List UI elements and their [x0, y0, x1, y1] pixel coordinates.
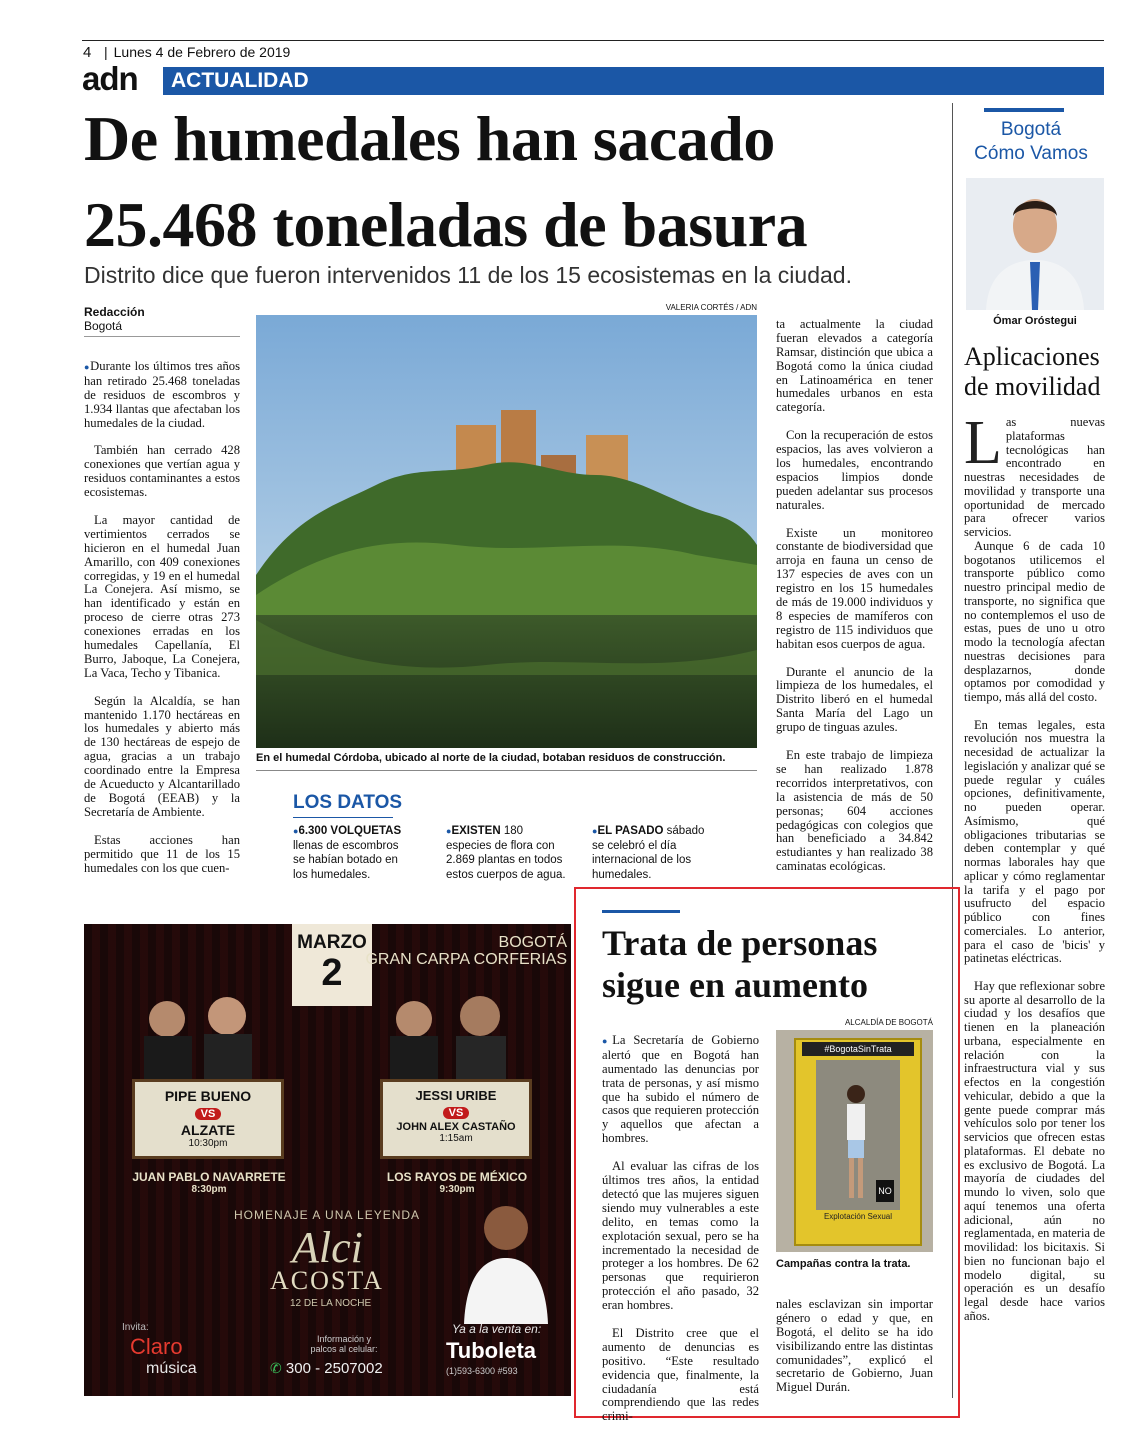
paragraph: ● Durante los últimos tres años han retirado 25.468 toneladas de residuos de escombros y 1.934 llantas que afectaban los humedales de la ciudad.: [84, 360, 240, 431]
headline-line-2: 25.468 toneladas de basura: [84, 189, 808, 260]
dato-2: [446, 824, 571, 882]
paragraph: Aunque 6 de cada 10 bogotanos utilicemos el transporte público como nuestro principal medio de transporte, no significa que no contemplemos el uso de estas, pues de uno u otro modo la tecnología afectan nuestras decisiones para desplazarnos, donde optamos por comodidad y tiempo, más allá del costo.: [964, 538, 1105, 704]
claro-musica: música: [146, 1360, 197, 1377]
paragraph: Con la recuperación de estos espacios, las aves volvieron a los humedales, encontrando espacios limpios donde pueden adelantar sus procesos naturales.: [776, 428, 933, 512]
ad-alci: Alci: [292, 1223, 363, 1272]
tuboleta-logo: Tuboleta: [446, 1338, 537, 1363]
paragraph: El Distrito cree que el aumento de denuncias es positivo. “Este resultado evidencia que, finalmente, la ciudadanía está comprendiendo que las redes crimi-: [602, 1325, 759, 1424]
trata-title-line-2: sigue en aumento: [602, 965, 869, 1005]
issue-date: | Lunes 4 de Febrero de 2019: [104, 44, 291, 60]
ad-artist-2: ALZATE: [180, 1122, 236, 1138]
tuboleta-phone: (1)593-6300: [446, 1366, 496, 1376]
ad-acosta: ACOSTA: [270, 1266, 384, 1295]
photo-caption: En el humedal Córdoba, ubicado al norte de la ciudad, botaban residuos de construcción.: [256, 752, 726, 764]
trata-column-1: [602, 1020, 759, 1438]
ad-artist-6: LOS RAYOS DE MÉXICO: [386, 1170, 528, 1184]
dato-2-bold: EXISTEN: [451, 825, 501, 837]
marquee-1: [132, 1079, 284, 1159]
ad-venue: GRAN CARPA CORFERIAS: [365, 951, 567, 968]
singer-photo: [454, 1196, 552, 1324]
ad-invita: Invita:: [122, 1322, 149, 1333]
brand-line-2: Cómo Vamos: [974, 143, 1088, 164]
person-figure: [836, 1080, 876, 1200]
paragraph: Existe un monitoreo constante de biodiversidad que arroja en fauna un censo de 137 especies de aves con un registro en los 15 humedales de más de 19.000 individuos y 8 especies de mamíferos con registro de 115 individuos que habitan esos cuerpos de agua.: [776, 525, 933, 651]
dato-3-bold: EL PASADO: [597, 825, 664, 837]
paragraph: En este trabajo de limpieza se han realizado 1.878 recorridos interpretativos, con la asistencia de más de 50 personas; 604 acciones pedagógicas con colegios que han beneficiado a 34.842 estudiantes y han realizado 38 caminatas ecológicas.: [776, 748, 933, 874]
date-text: Lunes 4 de Febrero de 2019: [113, 44, 291, 60]
section-bar: [163, 67, 1104, 95]
paragraph: nales esclavizan sin importar género o edad y que, en Bogotá, el delito se ha ido visibilizando entre las distintas comunidades”, explicó el secretario de Gobierno, Juan Miguel Durán.: [776, 1296, 933, 1395]
trata-column-2: [776, 1284, 933, 1409]
trata-headline: [602, 922, 942, 1006]
ad-day: 2: [321, 952, 343, 994]
ad-month: MARZO: [297, 932, 367, 953]
article-column-3: [776, 304, 933, 888]
trata-photo: [776, 1030, 933, 1252]
ad-city: BOGOTÁ: [498, 934, 567, 951]
artists-photo-1: [132, 974, 262, 1084]
subtitle: Distrito dice que fueron intervenidos 11 de los 15 ecosistemas en la ciudad.: [84, 262, 852, 288]
ad-info: Información y palcos al celular:: [310, 1334, 378, 1354]
concert-ad: [84, 924, 571, 1396]
tuboleta-code: #593: [497, 1366, 518, 1376]
no-sign: NO: [876, 1180, 894, 1202]
whatsapp-icon: ✆: [270, 1360, 282, 1376]
ad-ticket-phone: [446, 1366, 518, 1376]
claro-logo: Claro: [130, 1334, 183, 1359]
drop-cap: L: [964, 409, 1002, 477]
paragraph: Estas acciones han permitido que 11 de los 15 humedales con los que cuen-: [84, 832, 240, 875]
paragraph: ● La Secretaría de Gobierno alertó que en Bogotá han aumentado las denuncias por trata de personas, y así mismo que ha subido el número de casos que requieren protección y aquellos que afectan a hombres.: [602, 1034, 759, 1146]
date-badge: [292, 924, 372, 1006]
vs-badge: VS: [195, 1108, 222, 1120]
ad-opener-2: [372, 1170, 542, 1195]
trata-photo-credit: ALCALDÍA DE BOGOTÁ: [844, 1018, 933, 1027]
article-column-1: [84, 346, 240, 889]
datos-rule: [293, 817, 393, 818]
dato-1-bold: 6.300 VOLQUETAS: [298, 825, 402, 837]
ad-artist-4: JOHN ALEX CASTAÑO: [396, 1121, 516, 1133]
ad-time-1: 10:30pm: [188, 1138, 228, 1149]
dato-1: [293, 824, 413, 882]
campaign-sign: #BogotaSinTrata: [802, 1042, 914, 1056]
headline-line-1: De humedales han sacado: [84, 103, 775, 174]
byline: [84, 305, 240, 333]
campaign-label: Explotación Sexual: [823, 1212, 893, 1221]
title-line-1: Aplicaciones: [964, 342, 1100, 371]
column-brand-rule: [984, 108, 1064, 112]
ad-homenaje: HOMENAJE A UNA LEYENDA: [234, 1208, 421, 1222]
dato-3-text: sábado se celebró el día internacional de los humedales.: [592, 825, 705, 881]
paragraph: Durante el anuncio de la limpieza de los humedales, el Distrito liberó en el humedal Santa María del Lago un grupo de tinguas azules.: [776, 664, 933, 735]
author-portrait: [966, 178, 1104, 310]
trata-title-line-1: Trata de personas: [602, 923, 878, 963]
column-brand: [958, 118, 1104, 166]
column-body: [964, 409, 1105, 1337]
section-label: ACTUALIDAD: [171, 69, 309, 92]
author-photo: [966, 178, 1104, 310]
column-author: Ómar Oróstegui: [993, 315, 1077, 327]
byline-author: Redacción: [84, 305, 145, 319]
ad-venta: Ya a la venta en:: [452, 1322, 542, 1336]
caption-rule: [256, 770, 757, 771]
paragraph: En temas legales, esta revolución nos muestra la necesidad de actualizar la legislación y analizar qué se puede regular y cuáles opciones, definitivamente, no pueden operar. Asímismo, qué obligaciones tributarias se deben contemplar y qué normas laborales hay que aplicar y cómo reglamentar la tarifa y el pago por usufructo del espacio público con fines comerciales. Lo anterior, para el caso de 'bicis' y patinetas eléctricas.: [964, 717, 1105, 966]
brand-line-1: Bogotá: [1000, 119, 1062, 140]
datos-title: LOS DATOS: [293, 792, 403, 813]
ad-artist-5: JUAN PABLO NAVARRETE: [132, 1170, 286, 1184]
dato-1-text: llenas de escombros se habían botado en los humedales.: [293, 839, 399, 881]
title-line-2: de movilidad: [964, 372, 1101, 401]
marquee-2: [380, 1079, 532, 1159]
artists-photo-2: [372, 974, 522, 1084]
headline: [84, 96, 807, 268]
dato-3: [592, 824, 718, 882]
paragraph: ta actualmente la ciudad fueran elevados a categoría Ramsar, distinción que ubica a Bogotá como la única ciudad en Latinoamérica en tener humedales urbanos en esta categoría.: [776, 316, 933, 415]
paragraph: También han cerrado 428 conexiones que vertían agua y residuos contaminantes a estos ecosistemas.: [84, 443, 240, 500]
ad-time-3: 8:30pm: [191, 1184, 227, 1195]
ad-time-2: 1:15am: [439, 1133, 473, 1144]
ad-artist-3: JESSI URIBE: [415, 1088, 497, 1103]
paragraph: as nuevas plataformas tecnológicas han encontrado en nuestras necesidades de movilidad y transporte una oportunidad de mercado para ofrecer varios servicios.: [964, 415, 1105, 539]
wetland-illustration: [256, 315, 757, 748]
paragraph: Hay que reflexionar sobre su aporte al desarrollo de la ciudad y los desafíos que tienen en la planeación urbana, especialmente en relación con la infraestructura vial y sus efectos en la congestión vehicular, debido a que la gente puede comprar más vehículos solo por tener los servicios que ofrecen estas plataformas. El debate no es exclusivo de Bogotá. La mayoría de ciudades del mundo lo viven, solo que aquí tenemos una oferta adicional, aún no reglamentada, en materia de movilidad: los bicitaxis. Si bien no funcionan bajo el modelo digital, su operación es un desafío legal desde hace varios años.: [964, 978, 1105, 1323]
ad-opener-1: [124, 1170, 294, 1195]
trata-caption: Campañas contra la trata.: [776, 1258, 911, 1270]
adn-logo: adn: [82, 60, 138, 97]
photo-credit: VALERIA CORTÉS / ADN: [665, 303, 757, 312]
ad-phone-number: 300 - 2507002: [285, 1360, 383, 1377]
paragraph: Según la Alcaldía, se han mantenido 1.170 hectáreas en los humedales y abierto más de 130 hectáreas de espejo de agua, gracias a un trabajo coordinado entre la Empresa de Acueducto y Alcantarillado de Bogotá (EEAB) y la Secretaría de Ambiente.: [84, 693, 240, 819]
dato-2-text: 180 especies de flora con 2.869 plantas en todos estos cuerpos de agua.: [446, 825, 566, 881]
byline-rule: [84, 336, 240, 337]
byline-city: Bogotá: [84, 319, 123, 333]
trata-rule: [602, 910, 680, 913]
page-number: 4: [83, 44, 92, 61]
ad-artist-1: PIPE BUENO: [164, 1088, 252, 1104]
ad-phone: [270, 1360, 383, 1377]
paragraph: Al evaluar las cifras de los últimos tres años, la entidad detectó que las mujeres siguen siendo muy vulnerables a este delito, en temas como la explotación sexual, pero se ha incrementado la necesidad de proteger a los hombres. De 62 personas que requirieron protección el año pasado, 32 eran hombres.: [602, 1159, 759, 1313]
vs-badge: VS: [443, 1107, 470, 1119]
ad-location: [365, 934, 567, 968]
ad-noche: 12 DE LA NOCHE: [290, 1298, 372, 1309]
column-title: [964, 342, 1104, 402]
paragraph: La mayor cantidad de vertimientos cerrados se hicieron en el humedal Juan Amarillo, con 409 conexiones corregidas, y 19 en el humedal La Conejera. Así mismo, se han identificado y están en proceso de cierre otras 273 conexiones erradas en los humedales Capellanía, El Burro, Jaboque, La Conejera, La Vaca, Techo y Tibanica.: [84, 512, 240, 680]
wetland-photo: [256, 315, 757, 748]
ad-time-4: 9:30pm: [439, 1184, 475, 1195]
